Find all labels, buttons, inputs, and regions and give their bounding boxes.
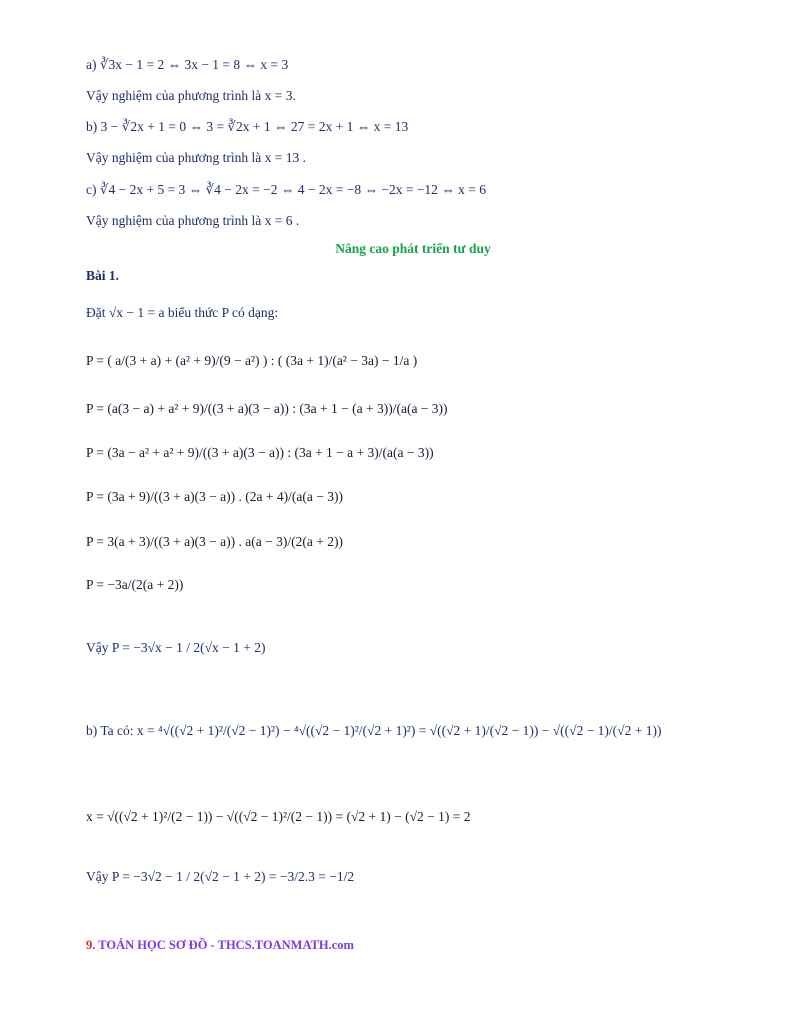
step-4: P = (3a + 9)/((3 + a)(3 − a)) . (2a + 4)/(a(a − 3)) xyxy=(86,489,343,504)
part-b-equation: b) 3 − ∛2x + 1 = 0 ⇔ 3 = ∛2x + 1 ⇔ 27 = 2x + 1 ⇔ x = 13 xyxy=(86,119,409,134)
part-a-conclusion: Vậy nghiệm của phương trình là x = 3. xyxy=(86,88,296,103)
page-footer xyxy=(86,938,354,953)
part-b2-line2: x = √((√2 + 1)²/(2 − 1)) − √((√2 − 1)²/(2 − 1)) = (√2 + 1) − (√2 − 1) = 2 xyxy=(86,809,471,824)
step-3: P = (3a − a² + a² + 9)/((3 + a)(3 − a)) : (3a + 1 − a + 3)/(a(a − 3)) xyxy=(86,445,434,460)
part-b2-line3: Vậy P = −3√2 − 1 / 2(√2 − 1 + 2) = −3/2.3 = −1/2 xyxy=(86,869,355,884)
part-b2-line1: b) Ta có: x = ⁴√((√2 + 1)²/(√2 − 1)²) − ⁴√((√2 − 1)²/(√2 + 1)²) = √((√2 + 1)/(√2 − 1)) − √((√2 − 1)/(√2 + 1)) xyxy=(86,723,662,738)
step-1: P = ( a/(3 + a) + (a² + 9)/(9 − a²) ) : ( (3a + 1)/(a² − 3a) − 1/a ) xyxy=(86,353,418,368)
part-c-equation: c) ∛4 − 2x + 5 = 3 ⇔ ∛4 − 2x = −2 ⇔ 4 − 2x = −8 ⇔ −2x = −12 ⇔ x = 6 xyxy=(86,182,487,197)
part-a-equation: a) ∛3x − 1 = 2 ⇔ 3x − 1 = 8 ⇔ x = 3 xyxy=(86,57,289,72)
part-b-conclusion: Vậy nghiệm của phương trình là x = 13 . xyxy=(86,150,307,165)
problem-label: Bài 1. xyxy=(86,268,120,283)
section-title: Nâng cao phát triển tư duy xyxy=(335,241,491,256)
footer-text: . TOÁN HỌC SƠ ĐỒ - THCS.TOANMATH.com xyxy=(92,938,354,952)
substitution-line: Đặt √x − 1 = a biểu thức P có dạng: xyxy=(86,305,279,320)
page-number: 9 xyxy=(86,938,93,952)
step-2: P = (a(3 − a) + a² + 9)/((3 + a)(3 − a)) : (3a + 1 − (a + 3))/(a(a − 3)) xyxy=(86,401,448,416)
part-c-conclusion: Vậy nghiệm của phương trình là x = 6 . xyxy=(86,213,300,228)
step-6: P = −3a/(2(a + 2)) xyxy=(86,577,184,592)
step-5: P = 3(a + 3)/((3 + a)(3 − a)) . a(a − 3)/(2(a + 2)) xyxy=(86,534,343,549)
result-a: Vậy P = −3√x − 1 / 2(√x − 1 + 2) xyxy=(86,640,266,655)
